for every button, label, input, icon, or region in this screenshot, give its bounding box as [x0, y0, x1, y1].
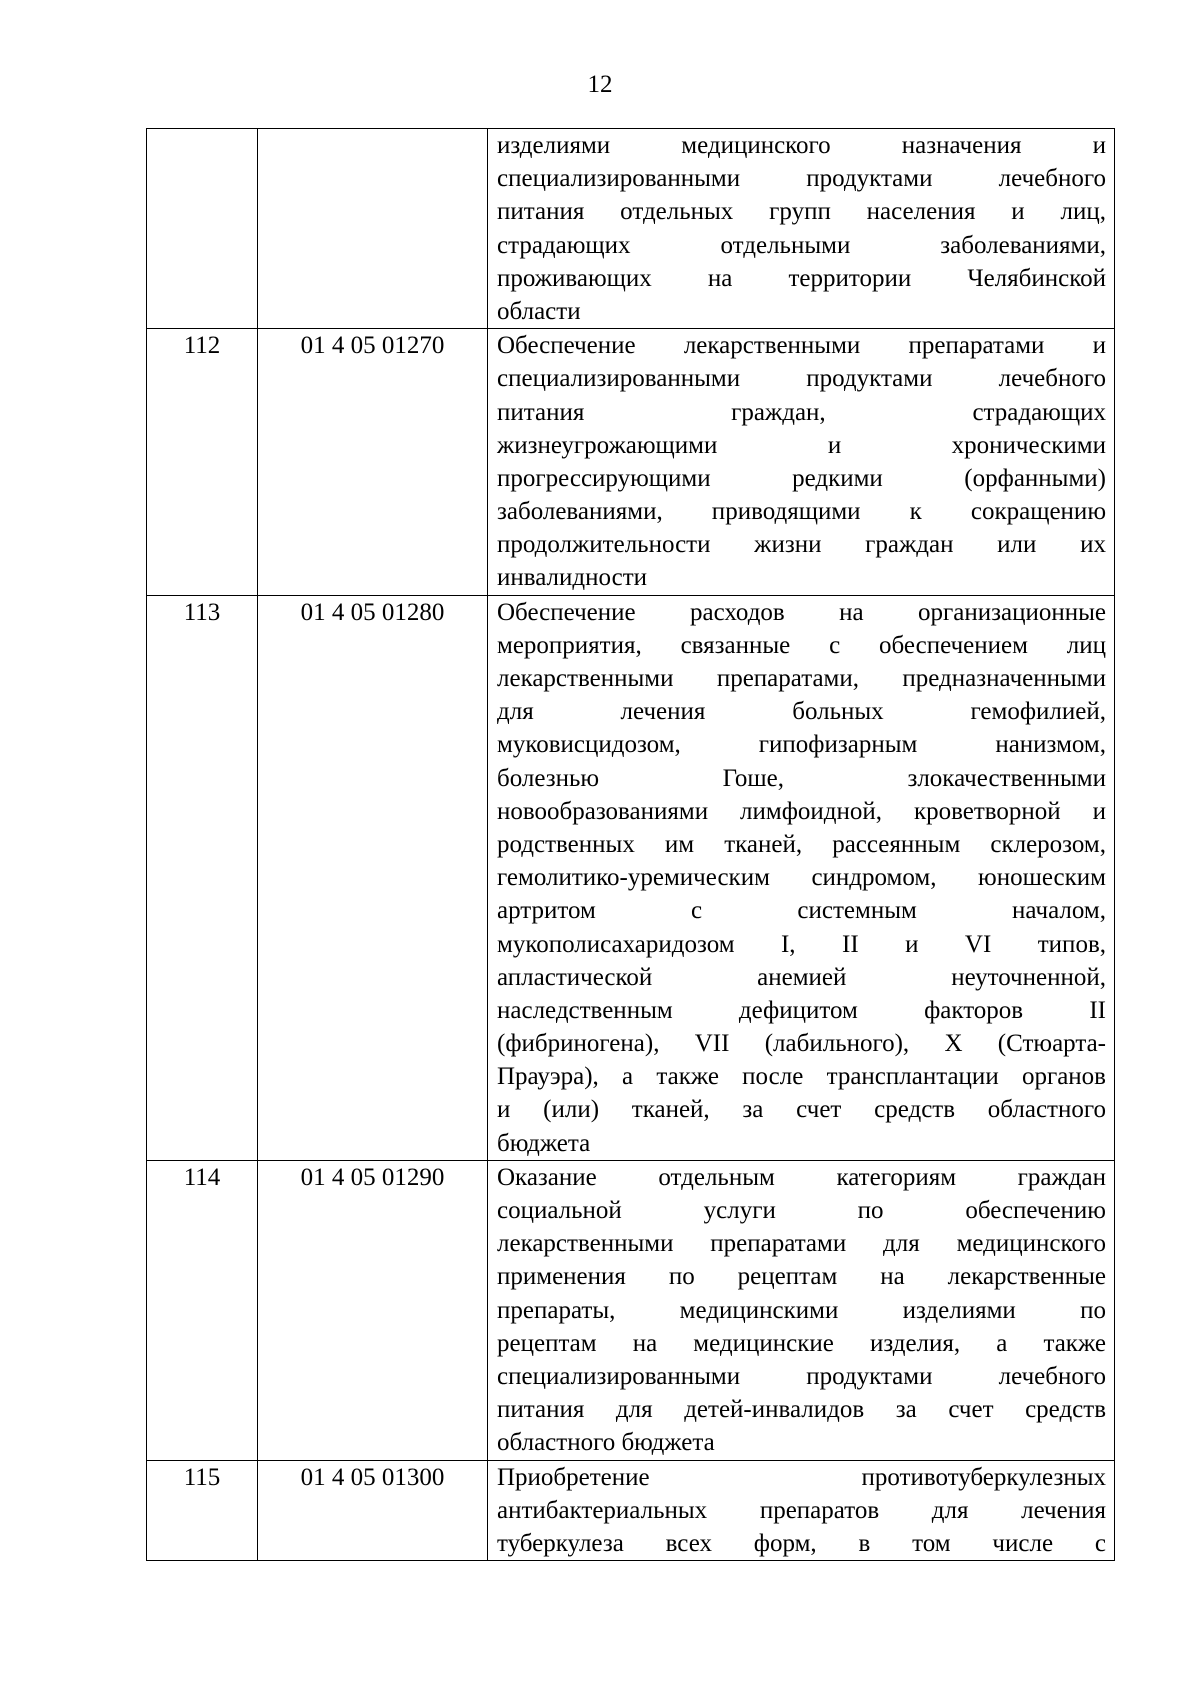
description-line: новообразованиями лимфоидной, кроветворной и [497, 797, 1106, 825]
description-line: артритом с системным началом, [497, 897, 1106, 925]
description-line: прогрессирующими редкими (орфанными) [497, 464, 1106, 492]
description-line: муковисцидозом, гипофизарным нанизмом, [497, 731, 1106, 759]
description-line: наследственным дефицитом факторов II [497, 996, 1106, 1024]
description-line: питания отдельных групп населения и лиц, [497, 198, 1106, 226]
table-body [147, 129, 1115, 1561]
description-line: Обеспечение лекарственными препаратами и [497, 332, 1106, 360]
table-row [147, 595, 1115, 1160]
table-row [147, 1160, 1115, 1460]
description-line: для лечения больных гемофилией, [497, 698, 1106, 726]
description-line: и (или) тканей, за счет средств областного [497, 1096, 1106, 1124]
description-line: областного бюджета [497, 1429, 715, 1457]
description-line: лекарственными препаратами для медицинского [497, 1230, 1106, 1258]
description-line: апластической анемией неуточненной, [497, 963, 1106, 991]
description-line: социальной услуги по обеспечению [497, 1197, 1106, 1224]
row-number-cell: 114 [147, 1160, 258, 1460]
description-line: рецептам на медицинские изделия, а также [497, 1329, 1106, 1357]
description-line: специализированными продуктами лечебного [497, 1362, 1106, 1390]
description-line: питания для детей-инвалидов за счет средств [497, 1396, 1106, 1424]
description-line: препараты, медицинскими изделиями по [497, 1296, 1106, 1324]
description-line: инвалидности [497, 564, 648, 592]
description-line: применения по рецептам на лекарственные [497, 1263, 1106, 1291]
description-line: (фибриногена), VII (лабильного), X (Стюарта- [497, 1030, 1106, 1058]
row-number-cell: 112 [147, 329, 258, 596]
description-line: родственных им тканей, рассеянным склерозом, [497, 830, 1106, 858]
description-line: мероприятия, связанные с обеспечением лиц [497, 631, 1106, 659]
classification-code-cell: 01 4 05 01300 [258, 1460, 488, 1561]
description-line: продолжительности жизни граждан или их [497, 531, 1106, 559]
description-line: Прауэра), а также после трансплантации органов [497, 1063, 1106, 1091]
description-line: болезнью Гоше, злокачественными [497, 764, 1106, 792]
table-row [147, 329, 1115, 596]
description-line: области [497, 297, 581, 325]
classification-code-cell: 01 4 05 01290 [258, 1160, 488, 1460]
description-cell [488, 1460, 1115, 1561]
description-line: питания граждан, страдающих [497, 398, 1106, 426]
description-line: туберкулеза всех форм, в том числе с [497, 1529, 1106, 1557]
row-number-cell [147, 129, 258, 329]
classification-code-cell: 01 4 05 01280 [258, 595, 488, 1160]
description-line: лекарственными препаратами, предназначенными [497, 665, 1106, 692]
description-line: бюджета [497, 1129, 591, 1157]
description-line: заболеваниями, приводящими к сокращению [497, 498, 1106, 526]
description-line: мукополисахаридозом I, II и VI типов, [497, 930, 1106, 958]
description-line: антибактериальных препаратов для лечения [497, 1496, 1106, 1524]
page-number: 12 [587, 71, 613, 98]
budget-classification-table [146, 128, 1115, 1561]
description-line: Оказание отдельным категориям граждан [497, 1163, 1106, 1191]
row-number-cell: 113 [147, 595, 258, 1160]
description-line: проживающих на территории Челябинской [497, 264, 1106, 292]
description-line: специализированными продуктами лечебного [497, 165, 1106, 193]
row-number-cell: 115 [147, 1460, 258, 1561]
description-line: страдающих отдельными заболеваниями, [497, 231, 1106, 259]
description-cell [488, 129, 1115, 329]
description-line: специализированными продуктами лечебного [497, 365, 1106, 393]
description-line: гемолитико-уремическим синдромом, юношеским [497, 864, 1106, 892]
description-cell [488, 329, 1115, 596]
table-row [147, 129, 1115, 329]
description-line: Обеспечение расходов на организационные [497, 598, 1106, 626]
description-line: изделиями медицинского назначения и [497, 132, 1106, 159]
description-line: жизнеугрожающими и хроническими [497, 431, 1106, 459]
description-cell [488, 595, 1115, 1160]
classification-code-cell: 01 4 05 01270 [258, 329, 488, 596]
classification-code-cell [258, 129, 488, 329]
table-row [147, 1460, 1115, 1561]
description-cell [488, 1160, 1115, 1460]
description-line: Приобретение противотуберкулезных [497, 1463, 1106, 1491]
